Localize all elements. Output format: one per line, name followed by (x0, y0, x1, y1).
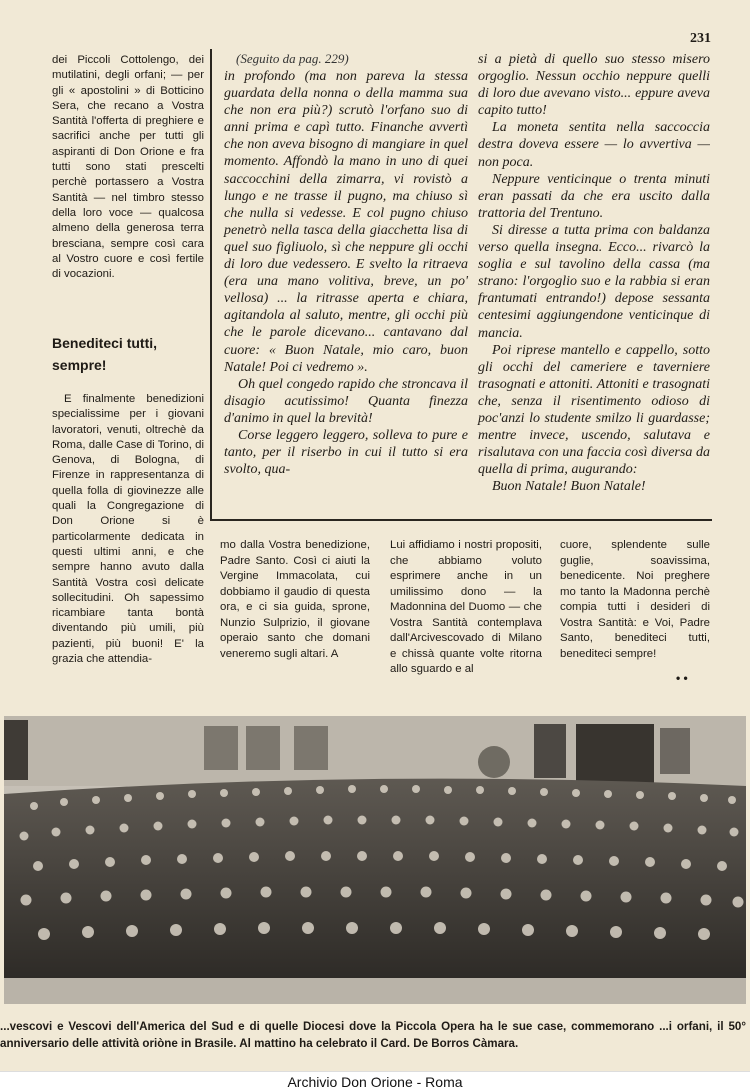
section-heading: Benediteci tutti, sempre! (52, 335, 158, 373)
left-body-paragraph: E finalmente benedizioni specialissime per i giovani lavoratori, venuti, oltrechè da Roma, dalle Case di Torino, di Genova, di Bologna, di Firenze in rappresentanza di quella folla di giovinezze alle quali la Congregazione di Don Orione si è particolarmente dedicata in questi ultimi anni, e che sempre hanno avuto dalla Santità Vostra così delicate sollecitudini. Oh sapessimo ricambiare tanta bontà diventando più umili, più pazienti, più buoni! E' la grazia che attendia- (52, 393, 204, 666)
bottom-column-2 (390, 538, 542, 678)
story-box (210, 49, 712, 521)
story-paragraph: si a pietà di quello suo stesso misero orgoglio. Nessun occhio neppure quelli di loro due avevano visto... eppure aveva capito tutto! (478, 52, 710, 119)
continued-note: (Seguito da pag. 229) (236, 51, 349, 66)
bottom-column-1 (220, 538, 370, 662)
story-paragraph: Neppure venticinque o trenta minuti eran passati da che era uscito dalla trattoria del Trentuno. (478, 171, 710, 221)
left-intro-paragraph: dei Piccoli Cottolengo, dei mutilatini, degli orfani; — per gli « apostolini » di Botticino Sera, che recano a Vostra Santità l'offerta di preghiere e sacrifici anche per tutti gli aspiranti di Don Orione e fra tutti sono stati prescelti perchè portassero a Vostra Santità — nel timbro stesso della loro voce — qualcosa almeno della generosa terra bresciana, sempre così cara al Vostro cuore e così fertile di vocazioni. (52, 54, 204, 281)
archive-footer: Archivio Don Orione - Roma (0, 1071, 750, 1092)
story-paragraph: Corse leggero leggero, solleva to pure e tanto, per il riserbo in cui il tutto si era svolto, qua- (224, 427, 468, 478)
story-paragraph: La moneta sentita nella saccoccia destra doveva essere — lo avvertiva — non poca. (478, 120, 710, 170)
photo-caption (0, 1018, 746, 1052)
story-paragraph: Oh quel congedo rapido che stroncava il disagio acutissimo! Quanta finezza d'animo in quel la brevità! (224, 376, 468, 426)
story-column-2 (478, 51, 710, 495)
end-mark: • • (676, 671, 688, 685)
story-closing-line: Buon Natale! Buon Natale! (492, 479, 646, 495)
bottom-paragraph: mo dalla Vostra benedizione, Padre Santo. Così ci aiuti la Vergine Immacolata, cui dobbiamo il gaudio di questa ora, e ci sia guida, sprone, Nunzio Sulprizio, il giovane operaio santo che domani veneremo sugli altari. A (220, 539, 370, 660)
page-number: 231 (690, 31, 711, 46)
left-column (52, 53, 204, 667)
bottom-paragraph: Lui affidiamo i nostri propositi, che abbiamo voluto esprimere anche in un umilissimo dono — la Madonnina del Duomo — che Vostra Santità contemplava dall'Arcivescovado di Milano e chissà quante volte ritorna allo sguardo e al (390, 539, 542, 675)
bottom-column-3 (560, 538, 710, 662)
story-paragraph: in profondo (ma non pareva la stessa guardata della nonna o della mamma sua che non era più?) scrutò l'orfano suo di anni prima e capì tutto. Finanche avvertì che non aveva bisogno di mangiare in quel momento. Affondò la mano in uno di quei saccocchini della zimarra, vi rovistò a lungo e ne trasse il pugno, ma chiuso sì che nulla si vedesse. E col pugno chiuso penetrò nella tasca della giacchetta lisa di quel suo figliuolo, sì che neppure gli occhi di loro due vedessero. E svelto la ritraeva (era una mano volitiva, breve, un po' vellosa) ... la ritrasse aperta e chiara, agitandola al saluto, mentre, gli occhi più che le parole dicevano... cantavano dal cuore: « Buon Natale, mio caro, buon Natale! Poi ci vedremo ». (224, 69, 468, 375)
group-photo-image (4, 716, 746, 1004)
story-paragraph: Si diresse a tutta prima con baldanza verso quella insegna. Ecco... rivarcò la soglia e sul tavolino della cassa (ma strano: l'orgoglio suo e la rabbia si eran frantumati entrando!) depose sessanta centesimi aggiungendone venticinque di mancia. (478, 222, 710, 341)
group-photo (4, 716, 746, 1004)
caption-text: ...vescovi e Vescovi dell'America del Sud e di quelle Diocesi dove la Piccola Opera ha le sue case, commemorano ...i orfani, il 50° anniversario delle attività oriòne in Brasile. Al mattino ha celebrato il Card. De Borros Càmara. (0, 1020, 746, 1050)
story-column-1 (224, 51, 468, 478)
story-paragraph: Poi riprese mantello e cappello, sotto gli occhi del cameriere e taverniere trasognati e attoniti. Attoniti e trasognati che, senza il risentimento odioso di poc'anzi lo studente smilzo li guardasse; mentre invece, uscendo, salutava e risalutava con una faccia così diversa da quella di prima, augurando: (478, 342, 710, 478)
bottom-paragraph: cuore, splendente sulle guglie, soavissima, benedicente. Noi preghere mo tanto la Madonna perchè compia tutti i desideri di Vostra Santità: e Voi, Padre Santo, benediteci tutti, benediteci sempre! (560, 539, 710, 660)
